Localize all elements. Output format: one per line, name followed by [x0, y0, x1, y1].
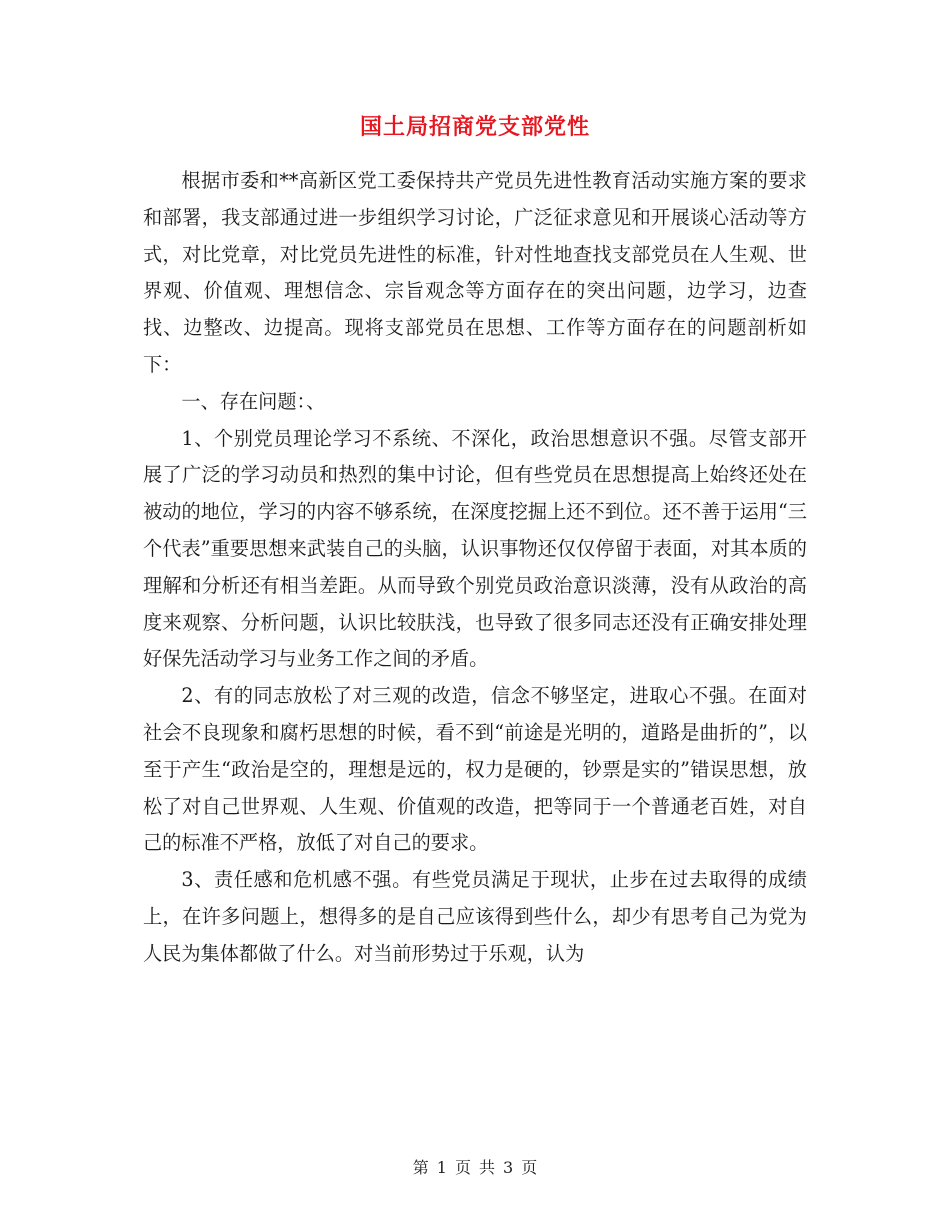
footer-total-unit: 页 [521, 1158, 538, 1177]
paragraph-issue-2: 2、有的同志放松了对三观的改造，信念不够坚定，进取心不强。在面对社会不良现象和腐朽思想的时候，看不到“前途是光明的，道路是曲折的”，以至于产生“政治是空的，理想是远的，权力是硬的，钞票是实的”错误思想，放松了对自己世界观、人生观、价值观的改造，把等同于一个普通老百姓，对自己的标准不严格，放低了对自己的要求。 [143, 684, 807, 855]
paragraph-intro: 根据市委和**高新区党工委保持共产党员先进性教育活动实施方案的要求和部署，我支部通过进一步组织学习讨论，广泛征求意见和开展谈心活动等方式，对比党章，对比党员先进性的标准，针对性地查找支部党员在人生观、世界观、价值观、理想信念、宗旨观念等方面存在的突出问题，边学习，边查找、边整改、边提高。现将支部党员在思想、工作等方面存在的问题剖析如下： [143, 169, 807, 376]
paragraph-issue-1: 1、个别党员理论学习不系统、不深化，政治思想意识不强。尽管支部开展了广泛的学习动员和热烈的集中讨论，但有些党员在思想提高上始终还处在被动的地位，学习的内容不够系统，在深度挖掘上还不到位。还不善于运用“三个代表”重要思想来武装自己的头脑，认识事物还仅仅停留于表面，对其本质的理解和分析还有相当差距。从而导致个别党员政治意识淡薄，没有从政治的高度来观察、分析问题，认识比较肤浅，也导致了很多同志还没有正确安排处理好保先活动学习与业务工作之间的矛盾。 [143, 426, 807, 671]
page-footer [0, 1155, 950, 1178]
footer-current-page: 1 [436, 1158, 447, 1177]
footer-total-label: 共 [479, 1158, 496, 1177]
paragraph-section-heading: 一、存在问题：、 [181, 389, 326, 413]
footer-page-label: 第 [412, 1158, 429, 1177]
footer-total-pages: 3 [503, 1158, 514, 1177]
document-title: 国土局招商党支部党性 [359, 114, 590, 140]
footer-page-unit: 页 [454, 1158, 471, 1177]
paragraph-issue-3: 3、责任感和危机感不强。有些党员满足于现状，止步在过去取得的成绩上，在许多问题上，想得多的是自己应该得到些什么，却少有思考自己为党为人民为集体都做了什么。对当前形势过于乐观，认为 [143, 868, 807, 965]
document-body [143, 163, 807, 973]
